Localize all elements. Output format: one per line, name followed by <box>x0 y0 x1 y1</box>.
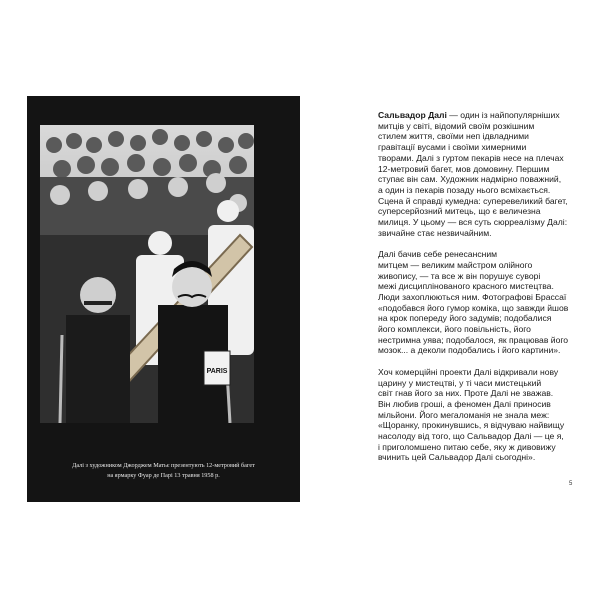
sign-text: PARIS <box>206 368 228 375</box>
text-line: творами. Далі з гуртом пекарів несе на плечах <box>378 152 564 163</box>
photo-dali-baguette <box>40 125 254 423</box>
text-line: «Щоранку, прокинувшись, я відчуваю найвищу <box>378 420 565 431</box>
text-line: мозок... а деколи подобались і його картини». <box>378 345 561 356</box>
photo-illustration <box>40 125 254 423</box>
text-line: живопису, — та все ж він порушує суворі <box>378 270 541 281</box>
text-line: вчинить цей Сальвадор Далі сьогодні». <box>378 452 536 463</box>
text-line: царину у мистецтві, у ті часи мистецький <box>378 377 542 388</box>
text-line: і приголомшено питаю себе, яку ж дивовижу <box>378 441 556 452</box>
sign-card <box>204 351 230 385</box>
text-line: насолоду від того, що Сальвадор Далі — це я, <box>378 431 564 442</box>
text-line: Сальвадор Далі — один із найпопулярніших <box>378 110 560 120</box>
text-line: митців у світі, відомий своїм розкішним <box>378 120 535 131</box>
text-line: нестримна уява; подобалося, як працював його <box>378 334 569 345</box>
text-line: 12-метровий багет, мов домовину. Першим <box>378 163 550 174</box>
text-line: «подобався його гумор коміка, що завжди йшов <box>378 302 569 313</box>
text-line: світ гнав його за них. Проте Далі не зважав. <box>378 388 554 399</box>
text-line: Сцена й справді кумедна: суперевеликий багет, <box>378 195 568 206</box>
lead-name: Сальвадор Далі <box>378 110 447 120</box>
text-line: Хоч комерційні проекти Далі відкривали нову <box>378 366 559 377</box>
text-line: Він любив гроші, а феномен Далі приносив <box>378 398 551 409</box>
paragraph-2 <box>378 249 578 356</box>
text-line: ступає він сам. Художник надмірно поважний, <box>378 174 562 185</box>
text-line: стилем життя, своїми неп ідвладними <box>378 131 529 142</box>
text-line: а один із пекарів позаду нього всміхається. <box>378 184 551 195</box>
text-line: його комплекси, його повільність, його <box>378 324 531 335</box>
text-line: мільйони. Його мегаломанія не знала меж: <box>378 409 550 420</box>
paragraph-3 <box>378 367 578 463</box>
caption-line: Далі з художником Джорджем Матьє презентують 12-метровий багет <box>72 462 255 469</box>
text-line: гравітації вусами і своїми химерними <box>378 142 527 153</box>
text-line: милиця. У цьому — вся суть сюрреалізму Далі: <box>378 217 568 228</box>
text-line: суперсерйозний митець, що є величезна <box>378 206 541 217</box>
body-text <box>378 110 578 474</box>
text-line: на крок попереду його задумів; подобалися <box>378 313 552 324</box>
text-line: митцем — великим майстром олійного <box>378 259 533 270</box>
text-line: звичайне стає незвичайним. <box>378 227 492 238</box>
photo-caption <box>27 461 300 481</box>
caption-line: на ярмарку Фуар де Парі 13 травня 1958 р. <box>107 472 220 479</box>
text-line: Далі бачив себе ренесансним <box>378 249 498 260</box>
text-line: межі дисциплінованого красного мистецтва. <box>378 281 554 292</box>
text-line: Люди захоплюються ним. Фотографові Брассаї <box>378 291 567 302</box>
paragraph-1 <box>378 110 578 238</box>
left-page-black <box>27 96 300 502</box>
page-number: 5 <box>569 481 573 487</box>
